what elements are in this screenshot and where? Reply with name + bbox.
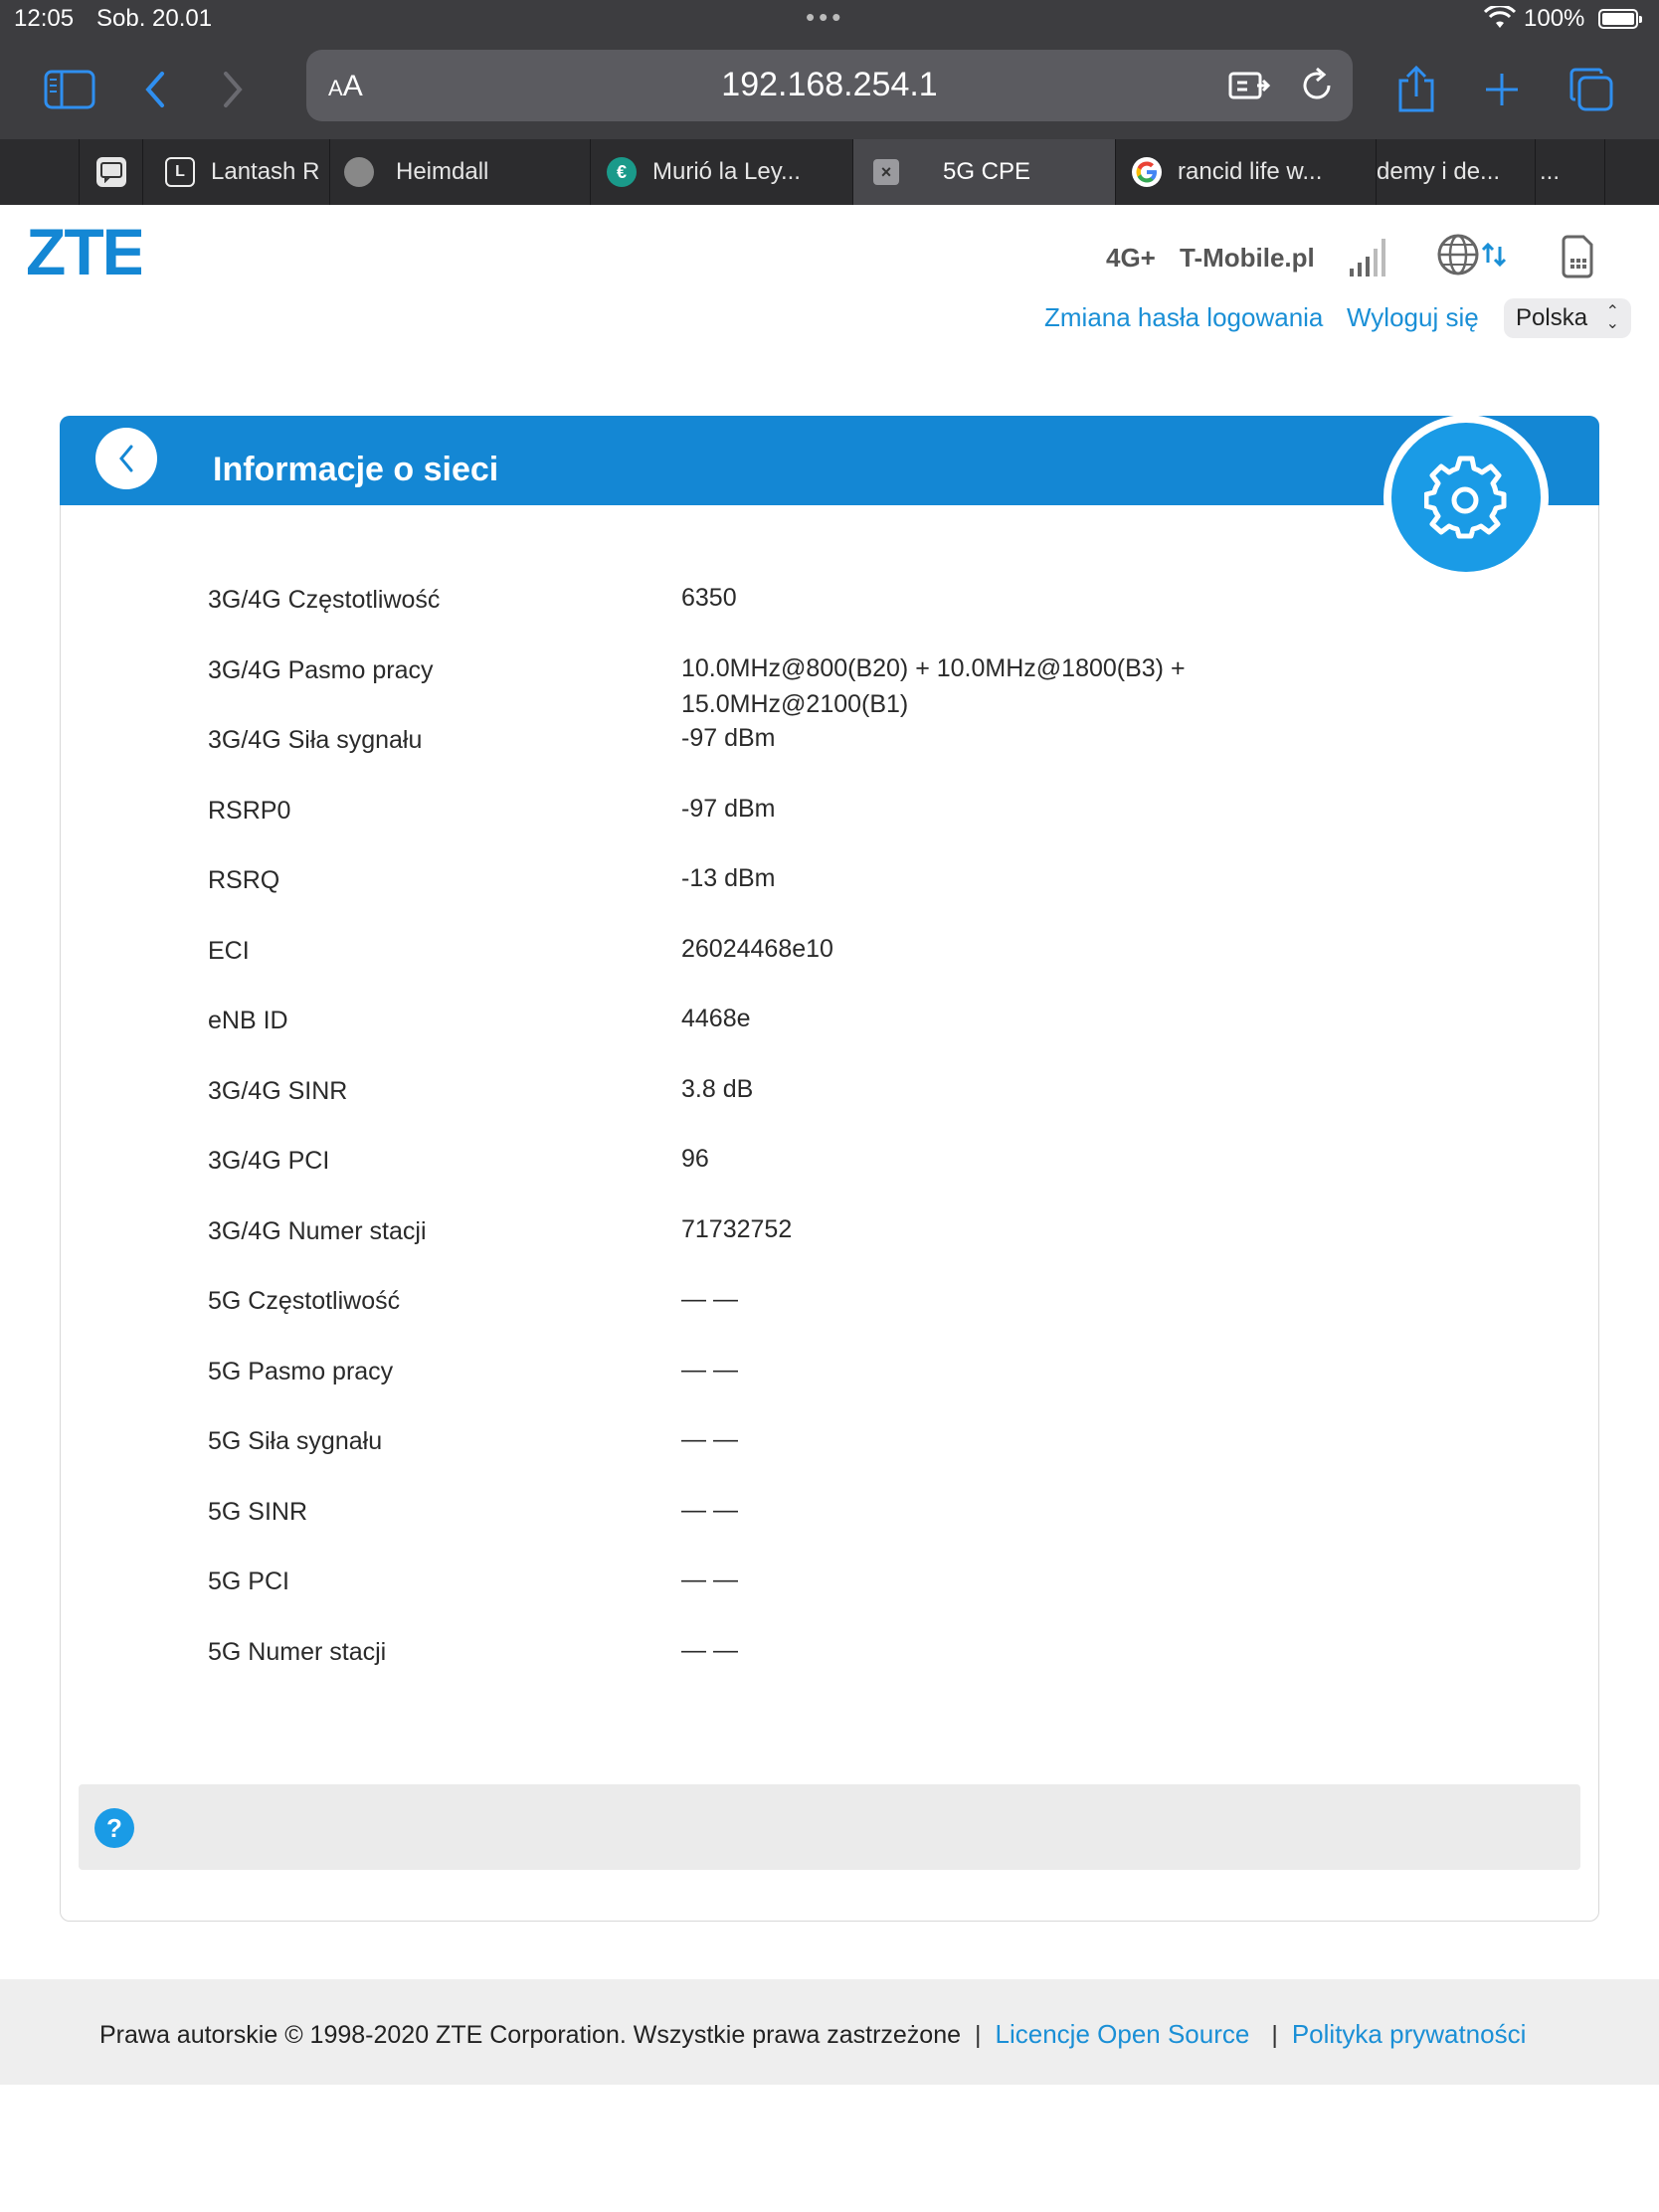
multitasking-dots[interactable]: ••• bbox=[806, 2, 845, 32]
info-row bbox=[208, 653, 1501, 727]
settings-button[interactable] bbox=[1383, 415, 1549, 580]
info-row bbox=[208, 866, 1501, 937]
row-value: -13 dBm bbox=[681, 864, 776, 892]
c-icon: € bbox=[607, 157, 637, 187]
logout-link[interactable]: Wyloguj się bbox=[1347, 302, 1479, 332]
row-value: 4468e bbox=[681, 1005, 751, 1032]
l-icon: L bbox=[165, 157, 195, 187]
row-label: 3G/4G Częstotliwość bbox=[208, 586, 441, 614]
info-row bbox=[208, 1214, 1501, 1288]
tab-label: rancid life w... bbox=[1178, 158, 1323, 185]
row-label: RSRQ bbox=[208, 866, 280, 894]
row-value: 26024468e10 bbox=[681, 934, 833, 963]
share-icon[interactable] bbox=[1388, 62, 1444, 117]
reload-icon[interactable] bbox=[1297, 66, 1337, 105]
tab-more[interactable] bbox=[1536, 139, 1605, 205]
battery-icon bbox=[1598, 9, 1638, 29]
info-row bbox=[208, 1074, 1501, 1148]
footer-separator: | bbox=[975, 2021, 982, 2049]
forward-icon[interactable] bbox=[205, 62, 261, 117]
tab-share-icon[interactable] bbox=[1227, 66, 1267, 105]
row-value: 10.0MHz@800(B20) + 10.0MHz@1800(B3) + 15.0MHz@2100(B1) bbox=[681, 653, 1186, 718]
back-button[interactable] bbox=[95, 428, 157, 489]
new-tab-icon[interactable] bbox=[1474, 62, 1530, 117]
tab-overview-icon[interactable] bbox=[1564, 62, 1619, 117]
network-type: 4G+ bbox=[1106, 243, 1156, 273]
helmet-icon bbox=[344, 157, 374, 187]
row-value: — — bbox=[681, 1355, 738, 1383]
row-label: 3G/4G Siła sygnału bbox=[208, 726, 423, 754]
wifi-icon bbox=[1484, 6, 1516, 37]
info-row bbox=[208, 794, 1501, 867]
clock: 12:05 bbox=[14, 5, 75, 32]
close-tab-icon[interactable]: × bbox=[873, 159, 899, 185]
tab-label: Murió la Ley... bbox=[652, 158, 801, 185]
info-row bbox=[208, 726, 1501, 797]
change-password-link[interactable]: Zmiana hasła logowania bbox=[1044, 302, 1324, 332]
operator-name: T-Mobile.pl bbox=[1180, 243, 1315, 273]
help-icon[interactable]: ? bbox=[94, 1808, 134, 1848]
info-row bbox=[208, 1147, 1501, 1217]
info-row bbox=[208, 1007, 1501, 1077]
address-bar[interactable] bbox=[306, 50, 1353, 121]
info-row bbox=[208, 934, 1501, 1008]
zte-logo[interactable] bbox=[26, 221, 141, 280]
sidebar-icon[interactable] bbox=[42, 62, 97, 117]
tab-bar bbox=[0, 139, 1659, 205]
tab-google[interactable] bbox=[1116, 139, 1377, 205]
row-value: — — bbox=[681, 1285, 738, 1313]
row-value: — — bbox=[681, 1425, 738, 1453]
tab-chat[interactable] bbox=[80, 139, 143, 205]
row-value: 71732752 bbox=[681, 1214, 793, 1243]
info-row bbox=[208, 1635, 1501, 1709]
tab-label: 5G CPE bbox=[943, 158, 1031, 185]
tab-murio[interactable] bbox=[591, 139, 853, 205]
tab-5g-cpe[interactable] bbox=[853, 139, 1116, 205]
row-value: -97 dBm bbox=[681, 794, 776, 823]
row-label: 5G Częstotliwość bbox=[208, 1287, 401, 1315]
row-value: 3.8 dB bbox=[681, 1074, 754, 1103]
page-title: Informacje o sieci bbox=[213, 451, 499, 488]
chevron-left-icon bbox=[114, 441, 138, 476]
privacy-policy-link[interactable]: Polityka prywatności bbox=[1291, 2019, 1527, 2049]
footer-separator: | bbox=[1271, 2021, 1278, 2049]
row-label: 5G Numer stacji bbox=[208, 1637, 387, 1666]
info-row bbox=[208, 1287, 1501, 1358]
row-label: eNB ID bbox=[208, 1007, 288, 1034]
row-value: 96 bbox=[681, 1145, 709, 1173]
google-icon bbox=[1132, 157, 1162, 187]
tab-partial[interactable] bbox=[0, 139, 80, 205]
info-table bbox=[208, 586, 1501, 1708]
row-label: 3G/4G Pasmo pracy bbox=[208, 655, 434, 684]
row-value: 6350 bbox=[681, 584, 737, 612]
row-label: ECI bbox=[208, 936, 250, 965]
row-label: 5G PCI bbox=[208, 1567, 289, 1595]
info-row bbox=[208, 1495, 1501, 1568]
date: Sob. 20.01 bbox=[96, 5, 213, 32]
status-bar bbox=[0, 0, 1659, 40]
row-value: — — bbox=[681, 1566, 738, 1593]
browser-toolbar bbox=[0, 40, 1659, 139]
row-label: 3G/4G PCI bbox=[208, 1147, 330, 1175]
row-value: — — bbox=[681, 1635, 738, 1664]
card-header bbox=[60, 416, 1599, 505]
row-label: 5G SINR bbox=[208, 1497, 308, 1526]
info-row bbox=[208, 1355, 1501, 1428]
tab-lantash[interactable] bbox=[143, 139, 330, 205]
battery-percent: 100% bbox=[1524, 5, 1585, 32]
gear-icon bbox=[1424, 456, 1508, 539]
tab-label: ... bbox=[1540, 158, 1561, 185]
url-text: 192.168.254.1 bbox=[721, 66, 938, 103]
info-row bbox=[208, 1567, 1501, 1638]
signal-icon bbox=[1348, 235, 1393, 283]
help-bar bbox=[79, 1784, 1580, 1870]
reader-aa-button[interactable]: AA bbox=[328, 70, 363, 102]
tab-label: Heimdall bbox=[396, 158, 489, 185]
svg-text:ZTE: ZTE bbox=[26, 221, 141, 280]
row-value: -97 dBm bbox=[681, 724, 776, 752]
tab-demy[interactable] bbox=[1377, 139, 1536, 205]
row-value: — — bbox=[681, 1495, 738, 1524]
footer bbox=[0, 1979, 1659, 2085]
back-icon[interactable] bbox=[127, 62, 183, 117]
row-label: 3G/4G Numer stacji bbox=[208, 1216, 427, 1245]
copyright-text: Prawa autorskie © 1998-2020 ZTE Corporation. Wszystkie prawa zastrzeżone bbox=[99, 2021, 962, 2049]
row-label: RSRP0 bbox=[208, 796, 291, 825]
chat-icon bbox=[96, 157, 126, 187]
info-row bbox=[208, 586, 1501, 656]
tab-label: demy i de... bbox=[1377, 158, 1501, 185]
language-value: Polska bbox=[1516, 304, 1588, 331]
tab-label: Lantash R bbox=[211, 158, 320, 185]
network-info-card bbox=[60, 416, 1599, 1922]
open-source-link[interactable]: Licencje Open Source bbox=[995, 2019, 1250, 2049]
globe-icon bbox=[1436, 233, 1510, 283]
row-label: 5G Siła sygnału bbox=[208, 1427, 383, 1455]
chevron-updown-icon: ⌃ ⌄ bbox=[1605, 303, 1619, 332]
row-label: 5G Pasmo pracy bbox=[208, 1357, 394, 1385]
tab-heimdall[interactable] bbox=[330, 139, 591, 205]
sim-card-icon bbox=[1560, 235, 1595, 283]
language-select[interactable] bbox=[1504, 298, 1631, 338]
info-row bbox=[208, 1427, 1501, 1498]
row-label: 3G/4G SINR bbox=[208, 1076, 348, 1105]
